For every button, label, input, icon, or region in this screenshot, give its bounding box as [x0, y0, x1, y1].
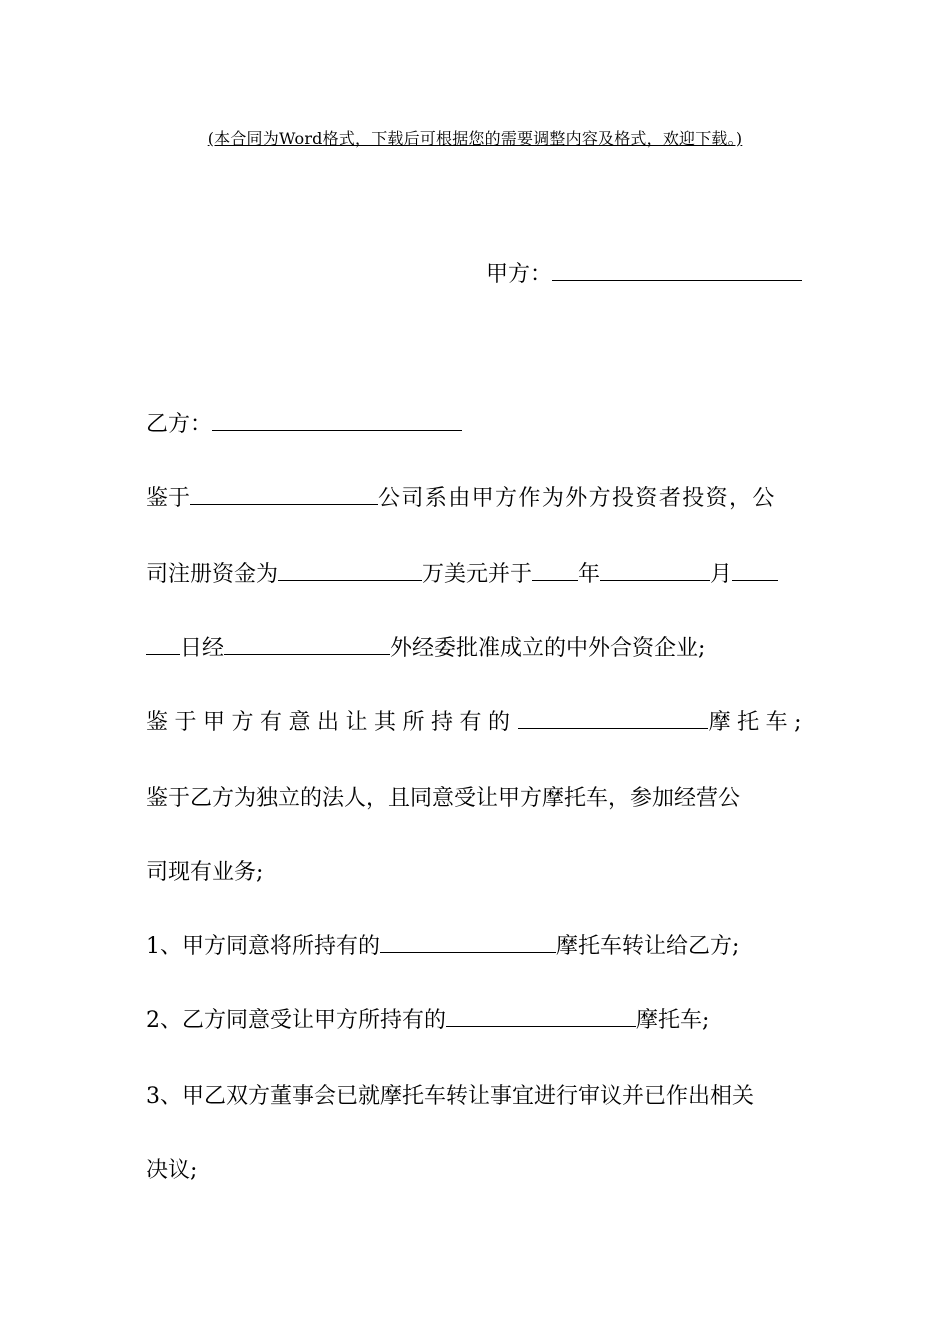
- p4-text-b: 摩托车;: [708, 710, 808, 735]
- party-a-blank: [552, 262, 802, 281]
- clause-3-text-b: 决议;: [146, 1158, 198, 1183]
- p5-text: 鉴于乙方为独立的法人，且同意受让甲方摩托车，参加经营公: [146, 786, 741, 811]
- clause-2-text-a: 2、乙方同意受让甲方所持有的: [146, 1008, 446, 1033]
- paragraph-5: [146, 786, 740, 812]
- paragraph-4: [146, 710, 808, 736]
- download-notice: (本合同为Word格式，下载后可根据您的需要调整内容及格式，欢迎下载。): [207, 129, 743, 148]
- clause-3: [146, 1084, 754, 1110]
- day-blank-start: [732, 562, 778, 581]
- paragraph-1: [146, 486, 776, 512]
- clause-1-text-a: 1、甲方同意将所持有的: [146, 934, 380, 959]
- p2-text-b: 万美元并于: [422, 562, 533, 587]
- party-b-blank: [212, 412, 462, 431]
- p1-text-b: 公司系由甲方作为外方投资者投资，公: [378, 486, 776, 511]
- paragraph-3: [146, 636, 705, 662]
- p3-text-a: 日经: [180, 636, 225, 661]
- day-blank-end: [146, 636, 180, 655]
- clause-2-text-b: 摩托车;: [636, 1008, 710, 1033]
- clause-3-text-a: 3、甲乙双方董事会已就摩托车转让事宜进行审议并已作出相关: [146, 1084, 754, 1109]
- year-blank: [532, 562, 578, 581]
- capital-blank: [278, 562, 422, 581]
- clause-2: [146, 1008, 709, 1034]
- month-blank: [600, 562, 710, 581]
- motorcycle-blank-2: [380, 934, 556, 953]
- p2-text-c: 年: [578, 562, 601, 587]
- p6-text: 司现有业务;: [146, 860, 264, 885]
- paragraph-2: [146, 562, 778, 588]
- clause-1-text-b: 摩托车转让给乙方;: [556, 934, 740, 959]
- p3-text-b: 外经委批准成立的中外合资企业;: [390, 636, 706, 661]
- clause-3-continued: [146, 1158, 197, 1184]
- clause-1: [146, 934, 739, 960]
- p1-text-a: 鉴于: [146, 486, 191, 511]
- party-a-label: 甲方：: [486, 262, 553, 287]
- p2-text-d: 月: [710, 562, 733, 587]
- paragraph-6: [146, 860, 263, 886]
- authority-blank: [224, 636, 390, 655]
- company-name-blank: [190, 486, 378, 505]
- motorcycle-blank-3: [446, 1008, 636, 1027]
- motorcycle-blank-1: [518, 710, 708, 729]
- p2-text-a: 司注册资金为: [146, 562, 279, 587]
- p4-text-a: 鉴于甲方有意出让其所持有的: [146, 710, 517, 735]
- party-b-label: 乙方：: [146, 412, 213, 437]
- party-b-line: [146, 412, 462, 438]
- party-a-line: [486, 262, 802, 288]
